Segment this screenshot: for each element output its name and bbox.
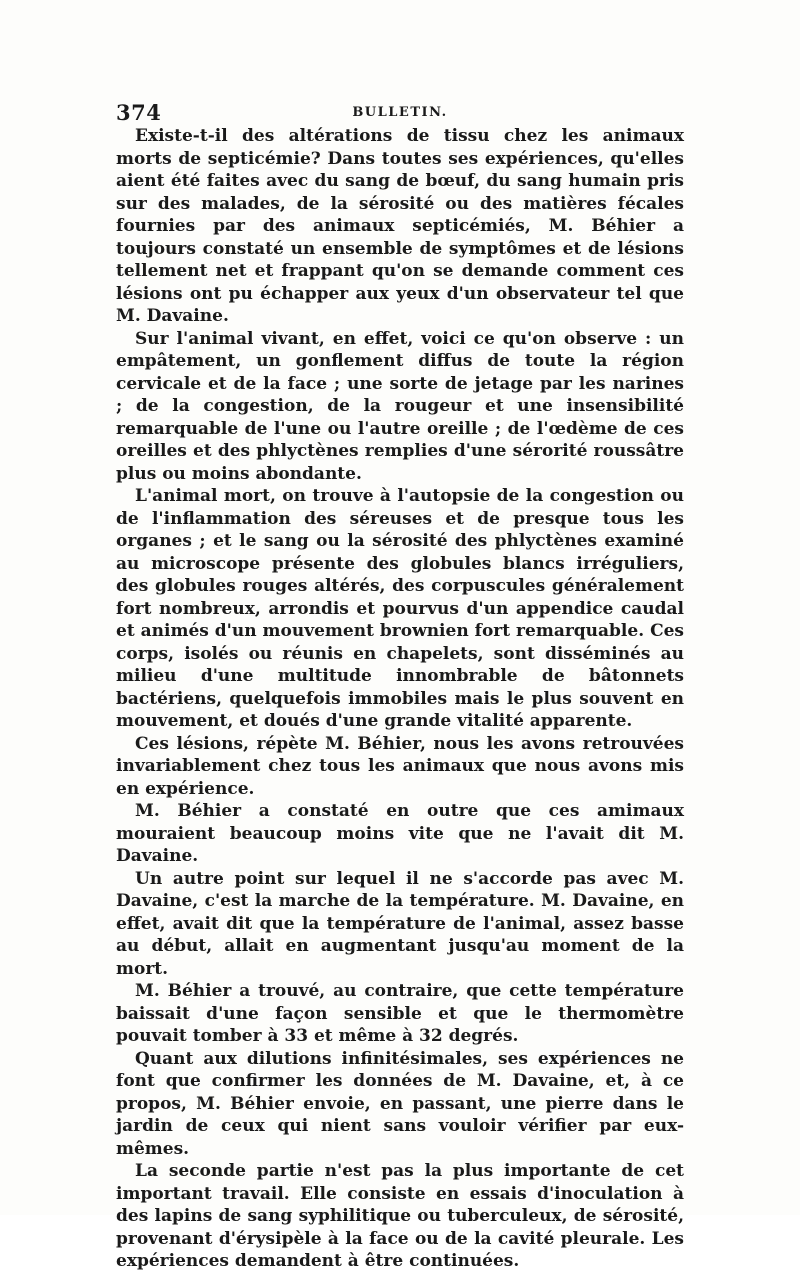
paragraph-4: Ces lésions, répète M. Béhier, nous les avons retrouvées invariablement chez tous les animaux que nous avons mis en expérience. bbox=[116, 733, 684, 799]
paragraph-7: M. Béhier a trouvé, au contraire, que cette température baissait d'une façon sensible et que le thermomètre pouvait tomber à 33 et même à 32 degrés. bbox=[116, 981, 684, 1046]
paragraph-5: M. Béhier a constaté en outre que ces amimaux mouraient beaucoup moins vite que ne l'avait dit M. Davaine. bbox=[116, 801, 684, 866]
page-number: 374 bbox=[116, 100, 162, 125]
body-text bbox=[116, 125, 684, 1273]
paragraph-6: Un autre point sur lequel il ne s'accorde pas avec M. Davaine, c'est la marche de la température. M. Davaine, en effet, avait dit que la température de l'animal, assez basse au début, allait en augmentant jusqu'au moment de la mort. bbox=[116, 868, 684, 979]
paragraph-9: La seconde partie n'est pas la plus importante de cet important travail. Elle consiste en essais d'inoculation à des lapins de sang syphilitique ou tuberculeux, de sérosité, provenant d'érysipèle à la face ou de la cavité pleurale. Les expériences demandent à être continuées. bbox=[116, 1161, 684, 1271]
running-head: BULLETIN. bbox=[352, 105, 448, 120]
paragraph-3: L'animal mort, on trouve à l'autopsie de la congestion ou de l'inflammation des séreuses et de presque tous les organes ; et le sang ou la sérosité des phlyctènes examiné au microscope présente des globules blancs irréguliers, des globules rouges altérés, des corpuscules généralement fort nombreux, arrondis et pourvus d'un appendice caudal et animés d'un mouvement brownien fort remarquable. Ces corps, isolés ou réunis en chapelets, sont disséminés au milieu d'une multitude innombrable de bâtonnets bactériens, quelquefois immobiles mais le plus souvent en mouvement, et doués d'une grande vitalité apparente. bbox=[116, 486, 684, 731]
page-header bbox=[116, 100, 684, 124]
paragraph-2: Sur l'animal vivant, en effet, voici ce qu'on observe : un empâtement, un gonflement diffus de toute la région cervicale et de la face ; une sorte de jetage par les narines ; de la congestion, de la rougeur et une insensibilité remarquable de l'une ou l'autre oreille ; de l'œdème de ces oreilles et des phlyctènes remplies d'une sérorité roussâtre plus ou moins abondante. bbox=[116, 328, 684, 484]
paragraph-8: Quant aux dilutions infinitésimales, ses expériences ne font que confirmer les données de M. Davaine, et, à ce propos, M. Béhier envoie, en passant, une pierre dans le jardin de ceux qui nient sans vouloir vérifier par eux-mêmes. bbox=[116, 1048, 684, 1159]
paragraph-1: Existe-t-il des altérations de tissu chez les animaux morts de septicémie? Dans toutes ses expériences, qu'elles aient été faites avec du sang de bœuf, du sang humain pris sur des malades, de la sérosité ou des matières fécales fournies par des animaux septicémiés, M. Béhier a toujours constaté un ensemble de symptômes et de lésions tellement net et frappant qu'on se demande comment ces lésions ont pu échapper aux yeux d'un observateur tel que M. Davaine. bbox=[116, 126, 684, 326]
